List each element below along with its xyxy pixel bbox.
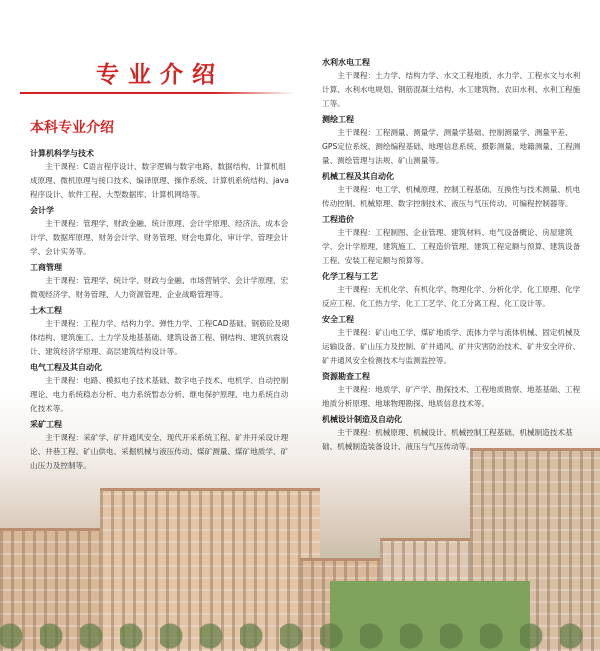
major-name: 化学工程与工艺 [322, 272, 378, 281]
major-name: 测绘工程 [322, 115, 354, 124]
major-courses: 主干课程：工程制图、企业管理、建筑材料、电气设备概论、房屋建筑学、会计学原理、建筑施工、工程造价管理、建筑工程定额与预算、建筑设备工程、安装工程定额与预算等。 [322, 228, 581, 265]
major-courses: 主干课程：工程测量、测量学、测量学基础、控制测量学、测量平差、GPS定位系统、测绘编程基础、地理信息系统、摄影测量、地籍测量、工程测量、测绘管理与法规、矿山测量等。 [322, 128, 581, 165]
major-name: 安全工程 [322, 315, 354, 324]
major-name: 土木工程 [30, 306, 62, 315]
major-entry [30, 419, 292, 473]
major-courses: 主干课程：采矿学、矿井通风安全、现代开采系统工程、矿井开采设计理论、井巷工程、矿山供电、采掘机械与液压传动、煤矿测量、煤矿地质学、矿山压力及控制等。 [30, 433, 289, 470]
major-courses: 主干课程：管理学、财政金融、统计原理、会计学原理、经济法、成本会计学、数据库原理、财务会计学、财务管理、财会电算化、审计学、管理会计学、会计实务等。 [30, 219, 289, 256]
major-courses: 主干课程：电路、模拟电子技术基础、数字电子技术、电机学、自动控制理论、电力系统稳态分析、电力系统暂态分析、继电保护原理、电力系统自动化技术等。 [30, 376, 289, 413]
page-title: 专业介绍 [96, 61, 224, 88]
major-courses: 主干课程：电工学、机械原理、控制工程基础、互换性与技术测量、机电传动控制、机械原理、数字控制技术、液压与气压传动、可编程控制器等。 [322, 185, 581, 208]
major-name: 会计学 [30, 206, 54, 215]
major-entry [30, 205, 292, 259]
major-name: 计算机科学与技术 [30, 149, 94, 158]
major-entry [30, 362, 292, 416]
major-name: 采矿工程 [30, 420, 62, 429]
major-courses: 主干课程：C语言程序设计、数字逻辑与数字电路、数据结构、计算机组成原理、微机原理与接口技术、编译原理、操作系统、计算机系统结构、java程序设计、软件工程、大型数据库、计算机网络等。 [30, 162, 289, 199]
major-entry [322, 214, 584, 268]
major-entry [322, 314, 584, 368]
major-entry [322, 57, 584, 111]
major-courses: 主干课程：矿山电工学、煤矿地质学、流体力学与流体机械、固定机械及运输设备、矿山压力及控制、矿井通风、矿井灾害防治技术、矿井安全评价、矿井通风安全检测技术与监测监控等。 [322, 328, 581, 365]
major-name: 电气工程及其自动化 [30, 363, 102, 372]
major-name: 机械工程及其自动化 [322, 172, 394, 181]
major-courses: 主干课程：管理学、统计学、财政与金融、市场营销学、会计学原理、宏微观经济学、财务管理、人力资源管理、企业战略管理等。 [30, 276, 289, 299]
title-divider [20, 92, 295, 94]
major-name: 工商管理 [30, 263, 62, 272]
major-entry [30, 305, 292, 359]
right-column [322, 57, 584, 457]
major-courses: 主干课程：地质学、矿产学、勘探技术、工程地质勘察、地基基础、工程地质分析原理、地球物理勘探、地质信息技术等。 [322, 385, 581, 408]
major-courses: 主干课程：工程力学、结构力学、弹性力学、工程CAD基础、钢筋砼及砌体结构、建筑施工、土力学及地基基础、建筑设备工程、钢结构、建筑抗震设计、建筑经济学原理、高层建筑结构设计等。 [30, 319, 290, 356]
major-name: 资源勘查工程 [322, 372, 370, 381]
major-entry [30, 262, 292, 302]
left-column [30, 148, 292, 476]
major-entry [322, 371, 584, 411]
major-courses: 主干课程：机械原理、机械设计、机械控制工程基础、机械制造技术基础、机械制造装备设计、液压与气压传动等。 [322, 428, 573, 451]
major-courses: 主干课程：无机化学、有机化学、物理化学、分析化学、化工原理、化学反应工程、化工热力学、化工工艺学、化工分离工程、化工设计等。 [322, 285, 581, 308]
major-entry [322, 414, 584, 454]
section-title: 本科专业介绍 [30, 120, 114, 136]
major-courses: 主干课程：土力学、结构力学、水文工程地质、水力学、工程水文与水利计算、水利水电规划、钢筋混凝土结构、水工建筑物、农田水利、水利工程施工等。 [322, 71, 581, 108]
major-entry [322, 271, 584, 311]
major-name: 工程造价 [322, 215, 354, 224]
major-entry [322, 171, 584, 211]
major-name: 水利水电工程 [322, 58, 370, 67]
major-entry [322, 114, 584, 168]
major-entry [30, 148, 292, 202]
major-name: 机械设计制造及自动化 [322, 415, 402, 424]
